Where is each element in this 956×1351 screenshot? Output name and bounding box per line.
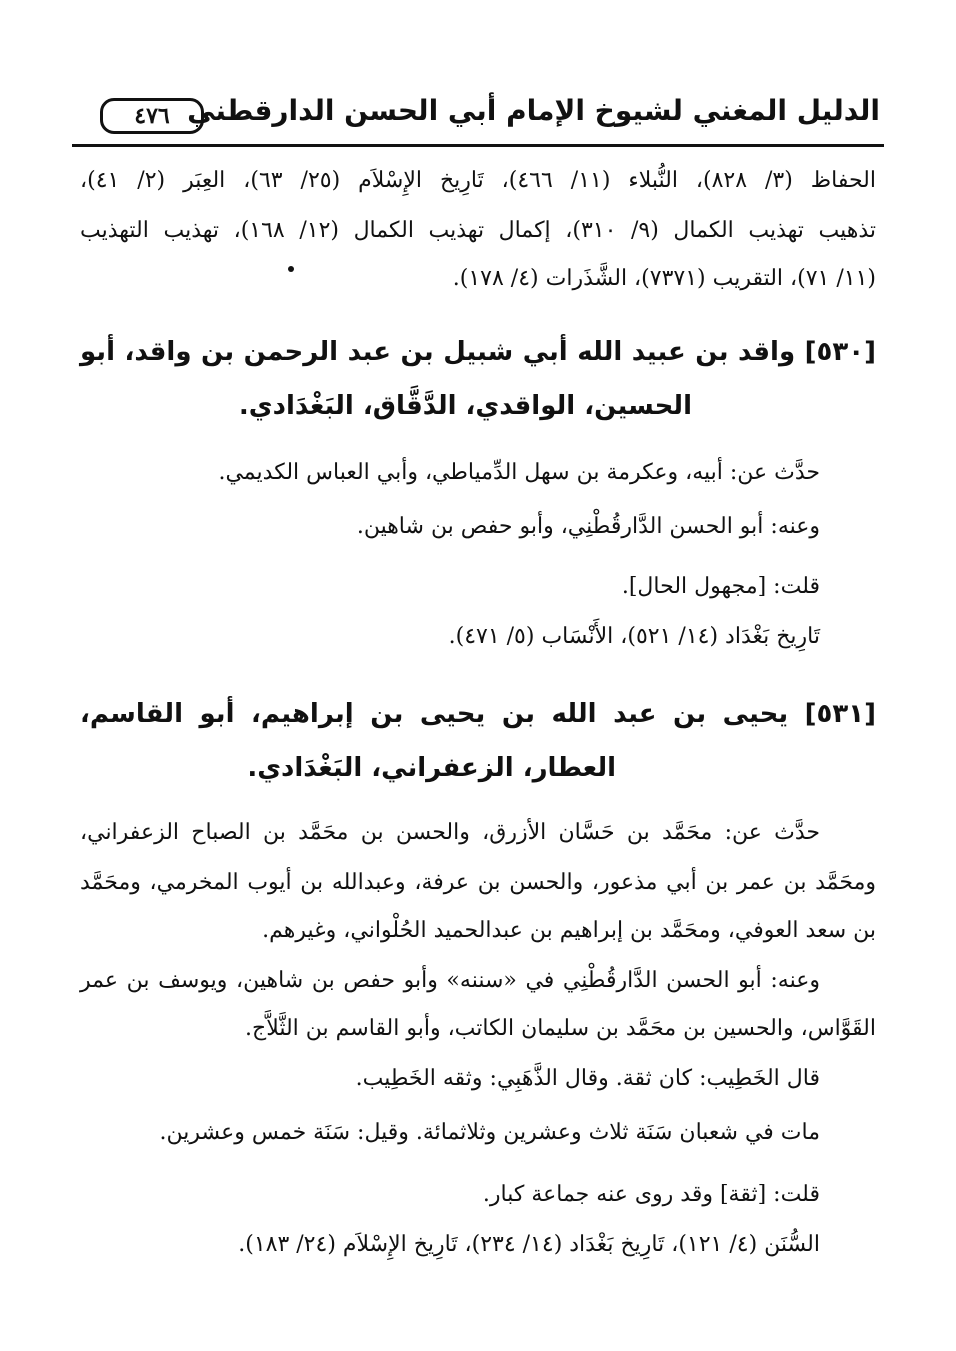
entry-530-sources: تَارِيخ بَغْدَاد (١٤/ ٥٢١)، الأَنْسَاب (٥/ ٤٧١).	[448, 624, 820, 649]
ink-dot	[288, 266, 294, 272]
reference-line: تذهيب تهذيب الكمال (٩/ ٣١٠)، إكمال تهذيب الكمال (١٢/ ١٦٨)، تهذيب التهذيب	[80, 218, 877, 243]
page-number: ٤٧٦	[100, 98, 204, 134]
reference-line: (١١/ ٧١)، التقريب (٧٣٧١)، الشَّذَرات (٤/ ١٧٨).	[452, 266, 876, 291]
reference-line: الحفاظ (٣/ ٨٢٨)، النُّبلاء (١١/ ٤٦٦)، تَارِيخ الإِسْلاَم (٢٥/ ٦٣)، العِبَر (٢/ ٤١)،	[80, 168, 876, 193]
entry-531-students: وعنه: أبو الحسن الدَّارقُطْنِي في «سننه» وأبو حفص بن شاهين، ويوسف بن عمر	[80, 968, 820, 993]
entry-531-grading: قال الخَطِيب: كان ثقة. وقال الذَّهَبِي: وثقه الخَطِيب.	[355, 1066, 820, 1091]
entry-530-teachers: حدَّث عن: أبيه، وعكرمة بن سهل الدِّمياطي، وأبي العباس الكديمي.	[218, 460, 820, 485]
entry-530-students: وعنه: أبو الحسن الدَّارقُطْنِي، وأبو حفص بن شاهين.	[356, 514, 820, 539]
entry-530-heading: الحسين، الواقدي، الدَّقَّاق، البَغْدَادي.	[238, 391, 692, 421]
entry-531-death: مات في شعبان سَنَة ثلاث وعشرين وثلاثمائة. وقيل: سَنَة خمس وعشرين.	[159, 1120, 820, 1145]
running-title: الدليل المغني لشيوخ الإمام أبي الحسن الدارقطني	[187, 94, 880, 127]
entry-531-heading: [٥٣١] يحيى بن عبد الله بن يحيى بن إبراهيم، أبو القاسم،	[80, 699, 876, 729]
entry-531-teachers: حدَّث عن: محَمَّد بن حَسَّان الأزرق، والحسن بن محَمَّد بن الصباح الزعفراني،	[80, 820, 820, 845]
entry-531-verdict: قلت: [ثقة] وقد روى عنه جماعة كبار.	[482, 1182, 820, 1207]
header-divider	[72, 144, 884, 147]
page-header	[70, 88, 880, 148]
entry-531-students: القَوَّاس، والحسين بن محَمَّد بن سليمان الكاتب، وأبو القاسم بن الثَّلاَّج.	[245, 1016, 876, 1041]
entry-530-verdict: قلت: [مجهول الحال].	[621, 574, 820, 599]
entry-531-teachers: ومحَمَّد بن عمر بن أبي مذعور، والحسن بن عرفة، وعبدالله بن أيوب المخرمي، ومحَمَّد	[80, 870, 876, 895]
entry-531-sources: السُّنَن (٤/ ١٢١)، تَارِيخ بَغْدَاد (١٤/ ٢٣٤)، تَارِيخ الإِسْلاَم (٢٤/ ١٨٣).	[238, 1232, 820, 1257]
entry-530-heading: [٥٣٠] واقد بن عبيد الله أبي شبيل بن عبد الرحمن بن واقد، أبو	[80, 337, 876, 367]
entry-531-heading: العطار، الزعفراني، البَغْدَادي.	[247, 753, 616, 783]
entry-531-teachers: بن سعد العوفي، ومحَمَّد بن إبراهيم بن عبدالحميد الحُلْواني، وغيرهم.	[262, 918, 876, 943]
